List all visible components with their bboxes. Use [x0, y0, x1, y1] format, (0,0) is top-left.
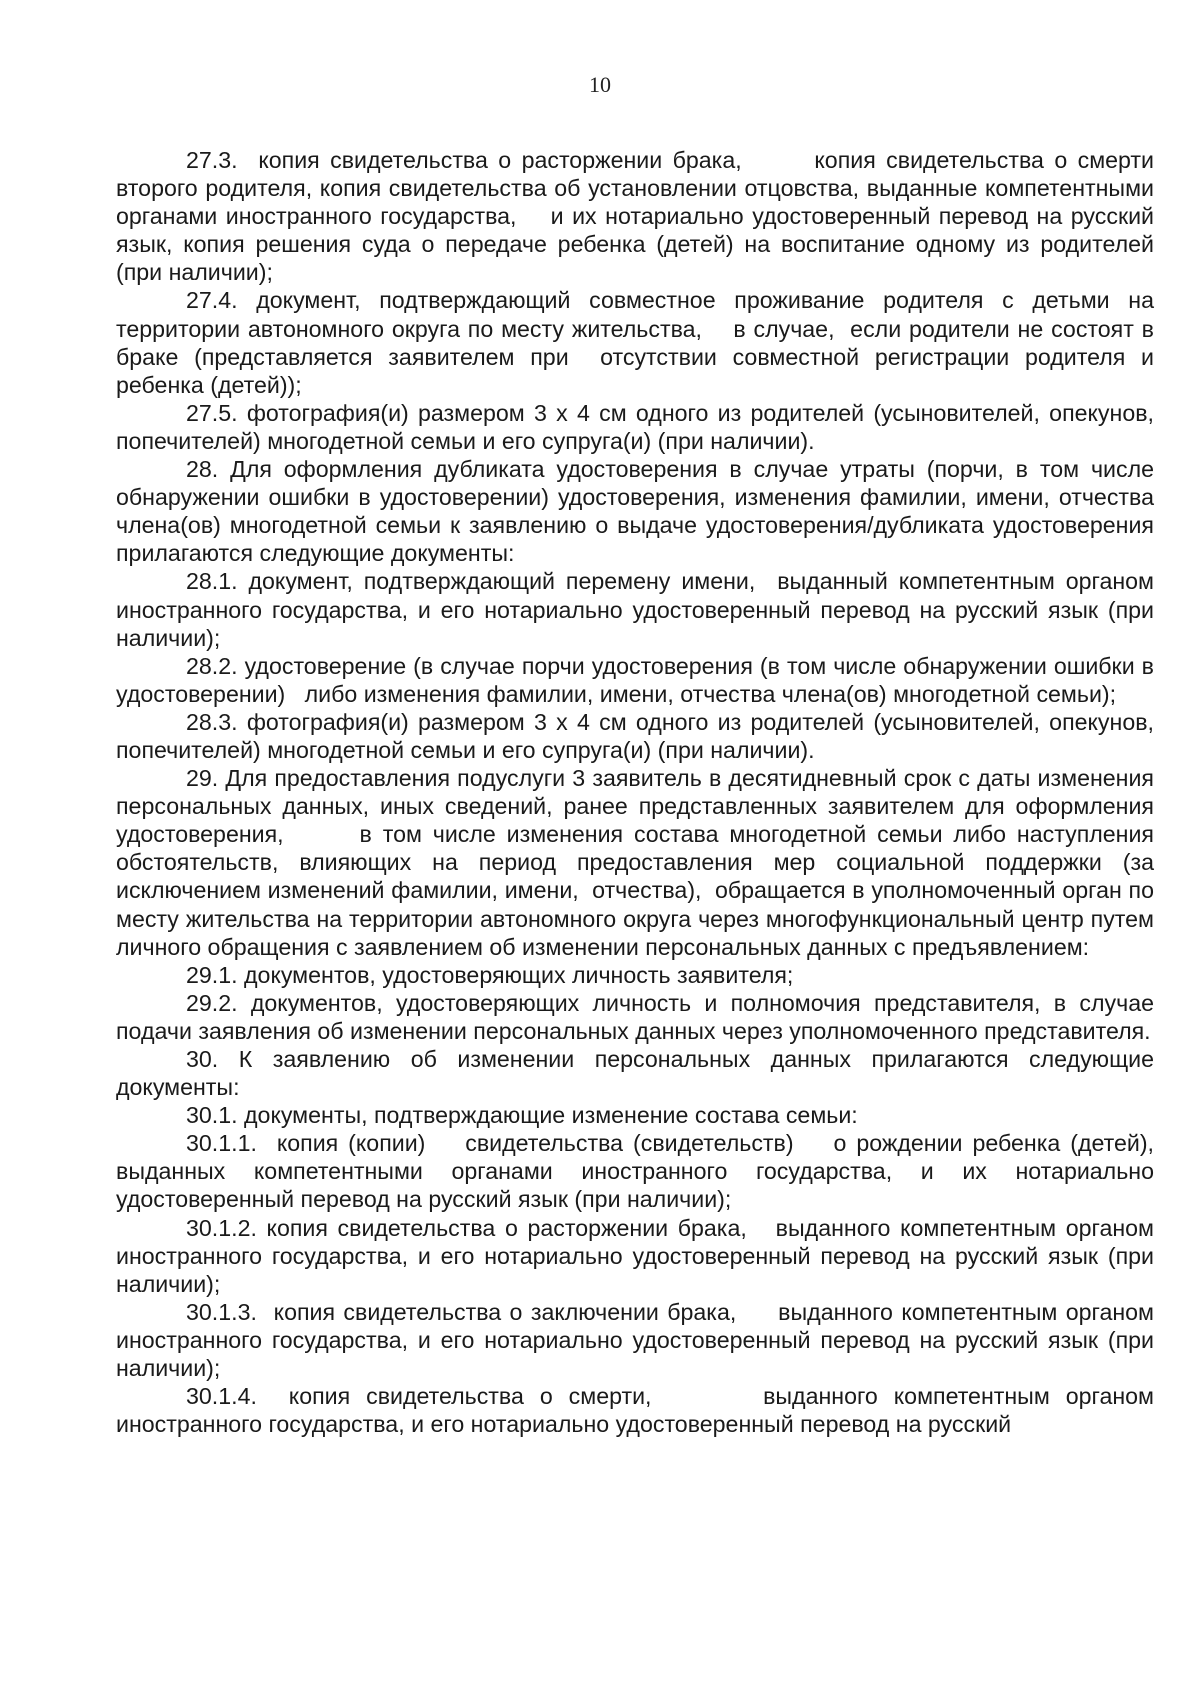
paragraph-28-3: 28.3. фотография(и) размером 3 х 4 см одного из родителей (усыновителей, опекунов, попечителей) многодетной семьи и его супруга(и) (при наличии). [116, 708, 1161, 763]
paragraph-27-4: 27.4. документ, подтверждающий совместное проживание родителя с детьми на территории автономного округа по месту жительства, в случае, если родители не состоят в браке (представляется заявителем при отсутствии совместной регистрации родителя и ребенка (детей)); [116, 287, 1161, 398]
paragraph-29-2: 29.2. документов, удостоверяющих личность и полномочия представителя, в случае подачи заявления об изменении персональных данных через уполномоченного представителя. [116, 989, 1161, 1044]
paragraph-30-1-2: 30.1.2. копия свидетельства о расторжении брака, выданного компетентным органом иностранного государства, и его нотариально удостоверенный перевод на русский язык (при наличии); [116, 1214, 1161, 1297]
paragraph-30-1: 30.1. документы, подтверждающие изменение состава семьи: [186, 1102, 858, 1129]
paragraph-29-1: 29.1. документов, удостоверяющих личность заявителя; [186, 961, 794, 988]
paragraph-28-2: 28.2. удостоверение (в случае порчи удостоверения (в том числе обнаружении ошибки в удостоверении) либо изменения фамилии, имени, отчества члена(ов) многодетной семьи); [116, 652, 1161, 707]
paragraph-28: 28. Для оформления дубликата удостоверения в случае утраты (порчи, в том числе обнаружении ошибки в удостоверении) удостоверения, изменения фамилии, имени, отчества члена(ов) многодетной семьи к заявлению о выдаче удостоверения/дубликата удостоверения прилагаются следующие документы: [116, 456, 1161, 567]
page-number: 10 [589, 72, 611, 97]
paragraph-27-3: 27.3. копия свидетельства о расторжении брака, копия свидетельства о смерти второго родителя, копия свидетельства об установлении отцовства, выданные компетентными органами иностранного государства, и их нотариально удостоверенный перевод на русский язык, копия решения суда о передаче ребенка (детей) на воспитание одному из родителей (при наличии); [116, 147, 1161, 286]
paragraph-28-1: 28.1. документ, подтверждающий перемену имени, выданный компетентным органом иностранного государства, и его нотариально удостоверенный перевод на русский язык (при наличии); [116, 568, 1161, 651]
document-body [116, 146, 1161, 1438]
paragraph-30-1-1: 30.1.1. копия (копии) свидетельства (свидетельств) о рождении ребенка (детей), выданных компетентными органами иностранного государства, и их нотариально удостоверенный перевод на русский язык (при наличии); [116, 1130, 1161, 1213]
paragraph-30: 30. К заявлению об изменении персональных данных прилагаются следующие документы: [116, 1046, 1161, 1101]
paragraph-30-1-3: 30.1.3. копия свидетельства о заключении брака, выданного компетентным органом иностранного государства, и его нотариально удостоверенный перевод на русский язык (при наличии); [116, 1298, 1161, 1382]
paragraph-30-1-4: 30.1.4. копия свидетельства о смерти, выданного компетентным органом иностранного государства, и его нотариально удостоверенный перевод на русский [116, 1383, 1161, 1438]
paragraph-27-5: 27.5. фотография(и) размером 3 х 4 см одного из родителей (усыновителей, опекунов, попечителей) многодетной семьи и его супруга(и) (при наличии). [116, 399, 1161, 454]
paragraph-29: 29. Для предоставления подуслуги 3 заявитель в десятидневный срок с даты изменения персональных данных, иных сведений, ранее представленных заявителем для оформления удостоверения, в том числе изменения состава многодетной семьи либо наступления обстоятельств, влияющих на период предоставления мер социальной поддержки (за исключением изменений фамилии, имени, отчества), обращается в уполномоченный орган по месту жительства на территории автономного округа через многофункциональный центр путем личного обращения с заявлением об изменении персональных данных с предъявлением: [116, 765, 1161, 960]
